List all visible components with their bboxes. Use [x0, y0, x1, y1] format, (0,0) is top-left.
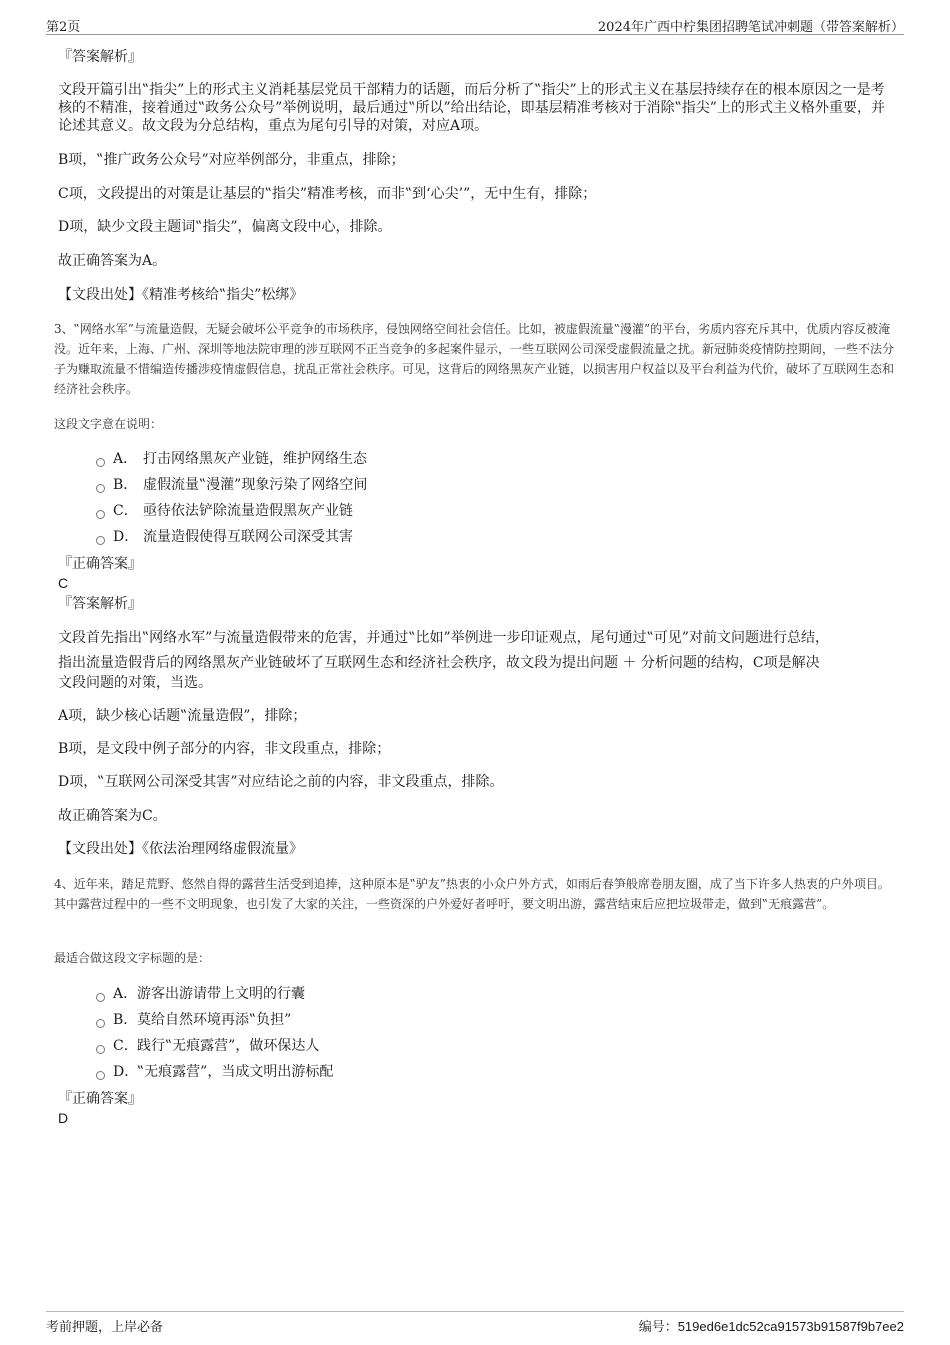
option-key: C． — [113, 503, 138, 519]
radio-icon[interactable] — [96, 1045, 105, 1054]
source-citation: 【文段出处】《精准考核给‟指尖”松绑》 — [58, 287, 304, 303]
analysis-label: 『答案解析』 — [58, 49, 142, 65]
q3-option-d[interactable] — [96, 527, 353, 547]
option-text: 践行‟无痕露营”，做环保达人 — [137, 1038, 320, 1054]
option-b-explanation: B项，是文段中例子部分的内容，非文段重点，排除； — [58, 741, 391, 757]
footer-slogan: 考前押题，上岸必备 — [46, 1320, 164, 1335]
option-d-explanation: D项，缺少文段主题词‟指尖”，偏离文段中心，排除。 — [58, 219, 392, 235]
option-c-explanation: C项，文段提出的对策是让基层的‟指尖”精准考核，而非‟到‘心尖’”，无中生有，排除； — [58, 186, 597, 202]
conclusion: 故正确答案为C。 — [58, 808, 167, 824]
q4-option-d[interactable] — [96, 1062, 333, 1082]
question-3-prompt: 这段文字意在说明： — [54, 417, 163, 431]
option-text: ‟无痕露营”，当成文明出游标配 — [137, 1064, 334, 1080]
q4-option-c[interactable] — [96, 1036, 319, 1056]
q3-option-c[interactable] — [96, 501, 353, 521]
analysis-paragraph: 文段开篇引出‟指尖”上的形式主义消耗基层党员干部精力的话题，而后分析了‟指尖”上的形式主义在基层持续存在的根本原因之一是考核的不精准，接着通过‟政务公众号”举例说明，最后通过‟所以”给出结论，即基层精准考核对于消除‟指尖”上的形式主义格外重要，并论述其意义。故文段为分总结构，重点为尾句引导的对策，对应A项。 — [58, 82, 885, 134]
option-key: D． — [113, 1064, 139, 1080]
conclusion: 故正确答案为A。 — [58, 253, 167, 269]
option-key: B． — [113, 477, 138, 493]
radio-icon[interactable] — [96, 536, 105, 545]
option-text: 游客出游请带上文明的行囊 — [137, 986, 305, 1002]
radio-icon[interactable] — [96, 458, 105, 467]
question-4-text: 4、近年来，踏足荒野、悠然自得的露营生活受到追捧，这种原本是‟驴友”热衷的小众户外方式，如雨后春笋般席卷朋友圈，成了当下许多人热衷的户外项目。其中露营过程中的一些不文明现象，也引发了大家的关注，一些资深的户外爱好者呼吁，要文明出游，露营结束后应把垃圾带走，做到‟无痕露营”。 — [54, 877, 890, 911]
option-b-explanation: B项，‟推广政务公众号”对应举例部分，非重点，排除； — [58, 152, 405, 168]
option-a-explanation: A项，缺少核心话题‟流量造假”，排除； — [58, 708, 307, 724]
option-text: 打击网络黑灰产业链，维护网络生态 — [143, 451, 367, 467]
document-id: 编号：519ed6e1dc52ca91573b91587f9b7ee2 — [638, 1319, 904, 1334]
analysis-line-2: 指出流量造假背后的网络黑灰产业链破坏了互联网生态和经济社会秩序，故文段为提出问题 ＋ 分析问题的结构，C项是解决 — [58, 655, 820, 671]
option-d-explanation: D项，‟互联网公司深受其害”对应结论之前的内容，非文段重点，排除。 — [58, 774, 504, 790]
option-text: 流量造假使得互联网公司深受其害 — [143, 529, 353, 545]
option-key: B． — [113, 1012, 138, 1028]
analysis-label: 『答案解析』 — [58, 596, 142, 612]
correct-answer: C — [58, 575, 69, 591]
option-key: C． — [113, 1038, 138, 1054]
option-text: 虚假流量‟漫灌”现象污染了网络空间 — [143, 477, 368, 493]
correct-answer: D — [58, 1110, 69, 1126]
radio-icon[interactable] — [96, 1019, 105, 1028]
q4-option-b[interactable] — [96, 1010, 291, 1030]
page-footer — [46, 1311, 904, 1336]
radio-icon[interactable] — [96, 1071, 105, 1080]
option-key: A． — [113, 986, 138, 1002]
radio-icon[interactable] — [96, 484, 105, 493]
q3-option-b[interactable] — [96, 475, 367, 495]
document-title: 2024年广西中柠集团招聘笔试冲刺题（带答案解析） — [597, 20, 904, 35]
question-4-prompt: 最适合做这段文字标题的是： — [54, 951, 211, 965]
option-key: A． — [113, 451, 138, 467]
page-number: 第2页 — [46, 20, 81, 35]
radio-icon[interactable] — [96, 993, 105, 1002]
analysis-line-1: 文段首先指出‟网络水军”与流量造假带来的危害，并通过‟比如”举例进一步印证观点，尾句通过‟可见”对前文问题进行总结， — [58, 630, 829, 646]
analysis-line-3: 文段问题的对策，当选。 — [58, 675, 212, 691]
option-text: 莫给自然环境再添‟负担” — [137, 1012, 292, 1028]
option-key: D． — [113, 529, 139, 545]
option-text: 亟待依法铲除流量造假黑灰产业链 — [143, 503, 353, 519]
q3-option-a[interactable] — [96, 449, 367, 469]
radio-icon[interactable] — [96, 510, 105, 519]
question-3-text: 3、‟网络水军”与流量造假，无疑会破坏公平竞争的市场秩序，侵蚀网络空间社会信任。比如，被虚假流量‟漫灌”的平台，劣质内容充斥其中，优质内容反被淹没。近年来，上海、广州、深圳等地法院审理的涉互联网不正当竞争的多起案件显示，一些互联网公司深受虚假流量之扰。新冠肺炎疫情防控期间，一些不法分子为赚取流量不惜编造传播涉疫情虚假信息，扰乱正常社会秩序。可见，这背后的网络黑灰产业链，以损害用户权益以及平台利益为代价，破坏了互联网生态和经济社会秩序。 — [54, 322, 895, 396]
source-citation: 【文段出处】《依法治理网络虚假流量》 — [58, 841, 303, 857]
q4-option-a[interactable] — [96, 984, 305, 1004]
page-header — [46, 14, 904, 35]
correct-answer-label: 『正确答案』 — [58, 1091, 142, 1107]
correct-answer-label: 『正确答案』 — [58, 556, 142, 572]
